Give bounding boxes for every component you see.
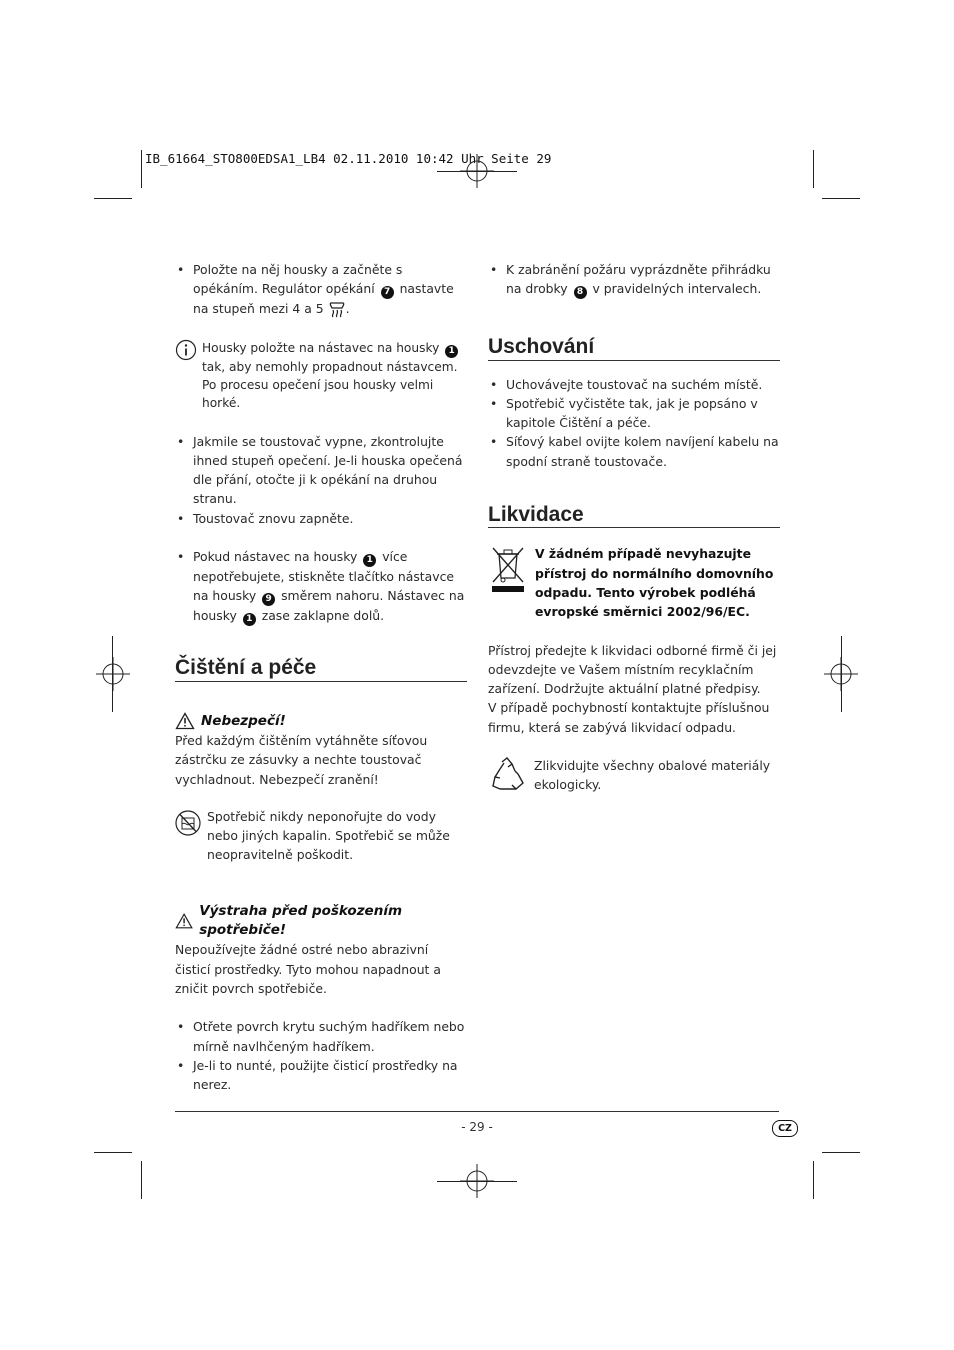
- crop-mark: [94, 1152, 132, 1153]
- damage-warning-block: [175, 902, 467, 998]
- crop-mark: [141, 150, 142, 188]
- part-number-badge: 1: [363, 554, 376, 567]
- list-item: • Pokud nástavec na housky 1 více nepotřebujete, stiskněte tlačítko nástavce na housky 9 směrem nahoru. Nástavec na housky 1 zase zaklapne dolů.: [175, 547, 467, 626]
- part-number-badge: 7: [381, 286, 394, 299]
- right-column: [488, 260, 780, 795]
- list-item: • Toustovač znovu zapněte.: [175, 509, 467, 528]
- crop-mark: [141, 1161, 142, 1199]
- danger-text: Před každým čištěním vytáhněte síťovou zástrčku ze zásuvky a nechte toustovač vychladnout. Nebezpečí zranění!: [175, 732, 428, 787]
- weee-note: [488, 544, 780, 621]
- danger-block: [175, 712, 467, 789]
- crop-mark: [841, 636, 842, 712]
- page-number: - 29 -: [461, 1120, 493, 1134]
- left-column: [175, 260, 467, 1094]
- disposal-text-1: Přístroj předejte k likvidaci odborné firmě či jej odevzdejte ve Vašem místním recyklačním zařízení. Dodržujte aktuální platné předpisy.: [488, 642, 777, 697]
- part-number-badge: 8: [574, 286, 587, 299]
- crossed-bin-icon: [488, 544, 528, 594]
- bullet-list: [175, 260, 467, 319]
- list-item: • Síťový kabel ovijte kolem navíjení kabelu na spodní straně toustovače.: [488, 432, 780, 471]
- list-item: • Jakmile se toustovač vypne, zkontrolujte ihned stupeň opečení. Je-li houska opečená dle přání, otočte ji k opékání na druhou stranu.: [175, 432, 467, 509]
- registration-mark-icon: [96, 657, 130, 691]
- list-item: • Položte na něj housky a začněte s opékáním. Regulátor opékání 7 nastavte na stupeň mezi 4 a 5 .: [175, 260, 467, 319]
- list-item: • Otřete povrch krytu suchým hadříkem nebo mírně navlhčeným hadříkem.: [175, 1017, 467, 1056]
- bullet-list: [488, 375, 780, 471]
- damage-warning-text: Nepoužívejte žádné ostré nebo abrazivní čisticí prostředky. Tyto mohou napadnout a zničit povrch spotřebiče.: [175, 942, 441, 996]
- recycle-icon: [488, 756, 528, 794]
- weee-text: V žádném případě nevyhazujte přístroj do normálního domovního odpadu. Tento výrobek podléhá evropské směrnici 2002/96/EC.: [535, 546, 774, 620]
- bullet-list: [175, 1017, 467, 1094]
- crop-mark: [813, 1161, 814, 1199]
- crop-mark: [822, 198, 860, 199]
- list-item: • Spotřebič vyčistěte tak, jak je popsáno v kapitole Čištění a péče.: [488, 394, 780, 433]
- info-note-text: Housky položte na nástavec na housky 1 tak, aby nemohly propadnout nástavcem. Po procesu opečení jsou housky velmi horké.: [202, 340, 458, 410]
- footer-rule: [175, 1111, 779, 1112]
- danger-title: Nebezpečí!: [201, 712, 286, 729]
- no-immersion-icon: [175, 809, 201, 837]
- language-badge: CZ: [772, 1120, 798, 1137]
- recycle-text: Zlikvidujte všechny obalové materiály ekologicky.: [534, 758, 771, 793]
- list-item: • Je-li to nunté, použijte čisticí prostředky na nerez.: [175, 1056, 467, 1095]
- toast-level-icon: [328, 300, 346, 318]
- damage-warning-title: Výstraha před poškozením spotřebiče!: [199, 902, 403, 939]
- part-number-badge: 1: [243, 613, 256, 626]
- no-water-note: [175, 807, 467, 865]
- crop-mark: [112, 636, 113, 712]
- warning-triangle-icon: [175, 712, 195, 730]
- crop-mark: [437, 171, 517, 172]
- crop-mark: [437, 1181, 517, 1182]
- section-title-disposal: Likvidace: [488, 505, 780, 528]
- bullet-list: [488, 260, 780, 299]
- bullet-list: [175, 547, 467, 626]
- part-number-badge: 9: [262, 593, 275, 606]
- info-note: [175, 339, 467, 412]
- crop-mark: [822, 1152, 860, 1153]
- section-title-storage: Uschování: [488, 337, 780, 360]
- recycle-note: [488, 756, 780, 795]
- bullet-list: [175, 432, 467, 528]
- crop-mark: [94, 198, 132, 199]
- section-title-cleaning: Čištění a péče: [175, 658, 467, 681]
- disposal-text-2: V případě pochybností kontaktujte příslušnou firmu, která se zabývá likvidací odpadu.: [488, 700, 770, 735]
- info-icon: [175, 339, 197, 361]
- part-number-badge: 1: [445, 345, 458, 358]
- print-header: IB_61664_STO800EDSA1_LB4 02.11.2010 10:42 Uhr Seite 29: [145, 151, 552, 166]
- no-water-text: Spotřebič nikdy neponořujte do vody nebo jiných kapalin. Spotřebič se může neopravitelně poškodit.: [207, 808, 450, 863]
- list-item: • Uchovávejte toustovač na suchém místě.: [488, 375, 780, 394]
- list-item: • K zabránění požáru vyprázdněte přihrádku na drobky 8 v pravidelných intervalech.: [488, 260, 780, 299]
- crop-mark: [813, 150, 814, 188]
- warning-triangle-icon: [175, 912, 193, 930]
